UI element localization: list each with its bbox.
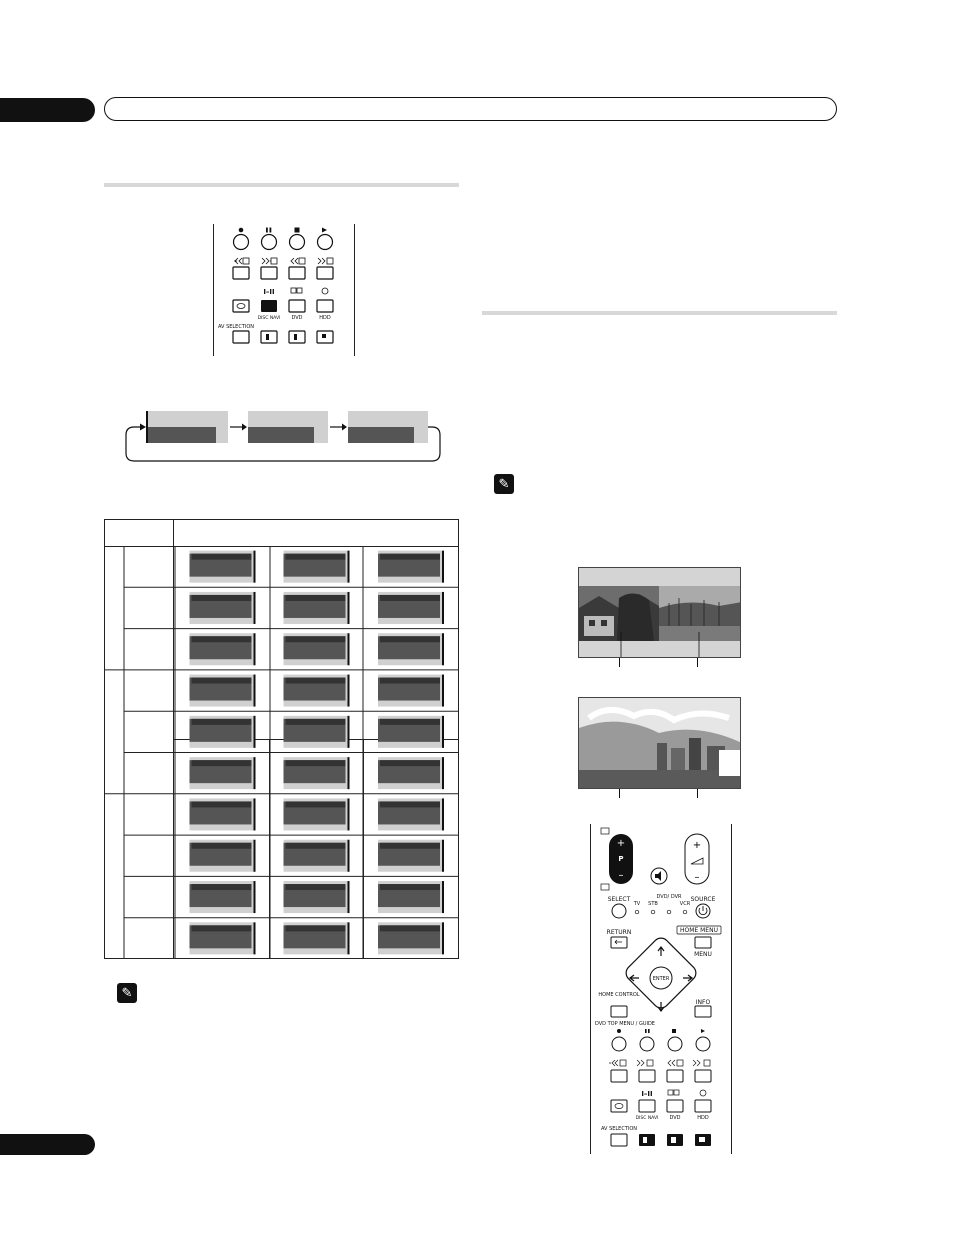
- hdd-button: [317, 300, 333, 312]
- screen-thumbnail: [190, 633, 256, 665]
- pause-icon: [270, 228, 272, 233]
- av-mode-button[interactable]: [611, 1100, 627, 1112]
- skip-fwd-icon: [647, 1060, 653, 1066]
- screen-thumbnail: [378, 881, 444, 913]
- screen-thumbnail: [378, 757, 444, 789]
- dvd-label: DVD: [669, 1115, 681, 1121]
- pip-subwindow: [719, 750, 741, 776]
- svg-text:+: +: [692, 840, 702, 851]
- play-icon: [322, 228, 327, 233]
- select-button[interactable]: [612, 904, 626, 918]
- home-control-label: HOME CONTROL: [598, 992, 640, 998]
- home-control-button[interactable]: [611, 1006, 627, 1017]
- pause-icon: [648, 1029, 650, 1033]
- note-icon: ✎: [117, 983, 137, 1003]
- screen-thumbnail: [284, 757, 350, 789]
- subtitle-icon: [297, 288, 302, 293]
- play-button: [318, 235, 333, 250]
- remote-buttons-svg: [214, 224, 354, 356]
- home-menu-label: HOME MENU: [680, 927, 718, 934]
- stop-button: [290, 235, 305, 250]
- screen-thumbnail: [190, 675, 256, 707]
- ff-icon: [327, 258, 333, 264]
- audio-icon: [700, 1090, 706, 1096]
- rewind-button[interactable]: [667, 1070, 683, 1082]
- dvd-button: [289, 300, 305, 312]
- play-icon: [701, 1029, 705, 1033]
- enter-label: ENTER: [652, 976, 670, 982]
- home-menu-button[interactable]: [695, 937, 711, 948]
- subtitle-icon: [674, 1090, 679, 1095]
- skip-back-icon: [234, 258, 242, 264]
- prev-button: [233, 267, 249, 279]
- mode-cycle-diagram: [122, 410, 442, 465]
- screen-thumbnail: [378, 675, 444, 707]
- screen-thumbnail: [190, 716, 256, 748]
- hdd-label: HDD: [697, 1115, 709, 1121]
- next-button[interactable]: [639, 1070, 655, 1082]
- screen-thumbnail: [284, 798, 350, 830]
- screen-thumbnail: [190, 551, 256, 583]
- screen-thumbnail: [284, 675, 350, 707]
- dvd-button[interactable]: [667, 1100, 683, 1112]
- disc-navi-label: DISC NAVI: [257, 316, 281, 321]
- screen-thumbnail: [378, 716, 444, 748]
- rew-icon: [677, 1060, 683, 1066]
- source-label: SOURCE: [690, 896, 716, 903]
- skip-back-icon: [620, 1060, 626, 1066]
- record-icon: [617, 1029, 621, 1033]
- svg-text:–: –: [618, 870, 624, 881]
- stb-label: STB: [648, 901, 658, 907]
- screen-thumbnail: [378, 633, 444, 665]
- record-button[interactable]: [612, 1037, 626, 1051]
- screen-thumbnail: [284, 881, 350, 913]
- screen-thumbnail: [284, 716, 350, 748]
- dvd-label: DVD: [291, 315, 303, 321]
- rewind-button: [289, 267, 305, 279]
- skip-fwd-icon: [271, 258, 277, 264]
- info-button[interactable]: [695, 1006, 711, 1017]
- screen-thumbnail: [378, 922, 444, 954]
- screen-thumbnail: [190, 798, 256, 830]
- hdd-label: HDD: [319, 315, 331, 321]
- stb-indicator: [651, 910, 655, 914]
- av-selection-label: AV SELECTION: [600, 1126, 638, 1132]
- next-button: [261, 267, 277, 279]
- screen-thumbnail: [378, 551, 444, 583]
- p-label: P: [618, 855, 624, 863]
- screen-thumbnail: [284, 592, 350, 624]
- screen-thumbnail: [378, 840, 444, 872]
- hdd-button[interactable]: [695, 1100, 711, 1112]
- header-bar: [104, 97, 837, 121]
- rew-icon: [299, 258, 305, 264]
- dual-mono-label: I–II: [263, 288, 275, 296]
- section-rule-left: [104, 183, 459, 187]
- ff-button[interactable]: [695, 1070, 711, 1082]
- note-icon: ✎: [494, 474, 514, 494]
- chapter-tab: [0, 98, 95, 122]
- ff-icon: [704, 1060, 710, 1066]
- text-icon: [601, 828, 609, 834]
- audio-icon: [322, 288, 328, 294]
- svg-text:+: +: [616, 838, 626, 849]
- av-mode-button: [233, 300, 249, 312]
- disc-navi-button[interactable]: [639, 1100, 655, 1112]
- screen-thumbnail: [284, 633, 350, 665]
- screen-thumbnail: [190, 757, 256, 789]
- text-icon: [601, 884, 609, 890]
- section-rule-right: [482, 311, 837, 315]
- split-screen-example: [578, 567, 741, 658]
- select-label: SELECT: [607, 896, 631, 903]
- av-selection-button[interactable]: [611, 1134, 627, 1146]
- av-selection-label: AV SELECTION: [217, 324, 255, 330]
- dvd-indicator: [667, 910, 671, 914]
- pause-button: [262, 235, 277, 250]
- pip-screen-example: [578, 697, 741, 789]
- svg-text:–: –: [694, 872, 700, 883]
- record-icon: [239, 228, 244, 233]
- vcr-label: VCR: [679, 901, 691, 907]
- screen-thumbnail: [190, 840, 256, 872]
- screen-thumbnail: [378, 798, 444, 830]
- stop-icon: [672, 1029, 676, 1033]
- pause-button[interactable]: [640, 1037, 654, 1051]
- screen-thumbnail: [190, 881, 256, 913]
- screen-thumbnail: [378, 592, 444, 624]
- dvd-dvr-label: DVD/ DVR: [656, 894, 682, 900]
- stop-button[interactable]: [668, 1037, 682, 1051]
- remote-control-full: [590, 824, 732, 1154]
- tv-indicator: [635, 910, 639, 914]
- table-body: [104, 546, 459, 959]
- screen-thumbnail: [284, 840, 350, 872]
- remote-control-detail: [213, 224, 355, 356]
- screen-thumbnail: [284, 551, 350, 583]
- stop-icon: [295, 228, 300, 233]
- vcr-indicator: [683, 910, 687, 914]
- disc-navi-button: [261, 300, 277, 312]
- prev-button[interactable]: [611, 1070, 627, 1082]
- disc-navi-label: DISC NAVI: [635, 1116, 659, 1121]
- tv-label: TV: [633, 901, 641, 907]
- fast-forward-button: [317, 267, 333, 279]
- page-number-tab: [0, 1134, 95, 1155]
- dvd-top-menu-label: DVD TOP MENU / GUIDE: [595, 1021, 655, 1027]
- info-label: INFO: [695, 999, 711, 1006]
- return-label: RETURN: [606, 929, 632, 936]
- menu-label: MENU: [694, 951, 712, 958]
- screen-thumbnail: [284, 922, 350, 954]
- play-button[interactable]: [696, 1037, 710, 1051]
- dual-mono-label: I–II: [641, 1090, 653, 1098]
- screen-thumbnail: [190, 922, 256, 954]
- screen-thumbnail: [190, 592, 256, 624]
- record-button: [234, 235, 249, 250]
- av-selection-button: [233, 331, 249, 343]
- return-button[interactable]: [611, 937, 627, 948]
